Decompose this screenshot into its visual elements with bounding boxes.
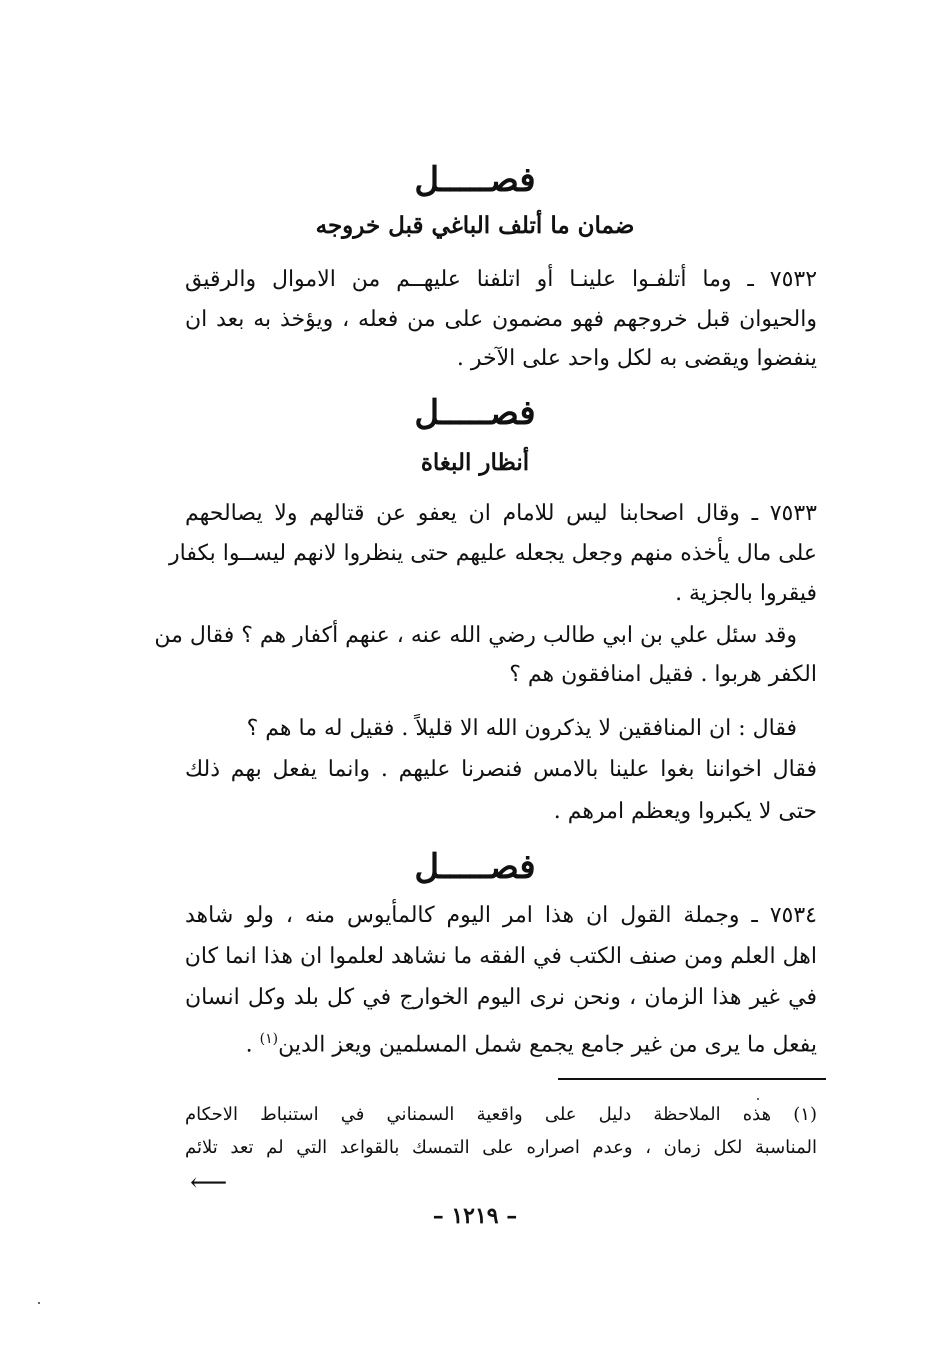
paragraph-7532-line-1: ٧٥٣٢ ـ وما أتلفـوا علينـا أو اتلفنا عليهــم من الاموال والرقيق	[185, 267, 818, 292]
footnote-marker: (١)	[259, 1031, 279, 1047]
paragraph-7534-line-1: ٧٥٣٤ ـ وجملة القول ان هذا امر اليوم كالمأيوس منه ، ولو شاهد	[185, 903, 817, 928]
section-heading-2: فصـــــل	[414, 393, 536, 433]
paragraph-7534-line-4	[185, 1023, 817, 1061]
paragraph-7533-line-3: فيقروا بالجزية .	[675, 581, 817, 606]
scan-speck	[38, 1302, 40, 1304]
paragraph-7534-end-period: .	[245, 1032, 253, 1058]
paragraph-7533-line-7: فقال اخواننا بغوا علينا بالامس فنصرنا عليهم . وانما يفعل بهم ذلك	[185, 757, 817, 782]
footnote-line-2: المناسبة لكل زمان ، وعدم اصراره على التمسك بالقواعد التي لم تعد تلائم	[185, 1137, 817, 1158]
paragraph-7534-line-2: اهل العلم ومن صنف الكتب في الفقه ما نشاهد لعلموا ان هذا انما كان	[184, 944, 817, 969]
section-subheading-1: ضمان ما أتلف الباغي قبل خروجه	[315, 212, 635, 239]
scan-speck	[757, 1098, 759, 1100]
paragraph-7533-line-1: ٧٥٣٣ ـ وقال اصحابنا ليس للامام ان يعفو عن قتالهم ولا يصالحهم	[185, 501, 817, 526]
footnote-line-1: (١) هذه الملاحظة دليل على واقعية السمناني في استنباط الاحكام	[185, 1104, 817, 1125]
paragraph-7533-line-6: فقال : ان المنافقين لا يذكرون الله الا قليلاً . فقيل له ما هم ؟	[246, 716, 797, 741]
paragraph-7533-line-5: الكفر هربوا . فقيل امنافقون هم ؟	[509, 662, 817, 687]
section-heading-3: فصـــــل	[414, 847, 536, 887]
section-subheading-2: أنظار البغاة	[420, 449, 530, 476]
paragraph-7533-line-4: وقد سئل علي بن ابي طالب رضي الله عنه ، عنهم أكفار هم ؟ فقال من	[154, 623, 797, 648]
paragraph-7532-line-2: والحيوان قبل خروجهم فهو مضمون على من فعله ، ويؤخذ به بعد ان	[185, 307, 817, 332]
section-heading-1: فصـــــل	[414, 160, 536, 200]
paragraph-7534-line-3: في غير هذا الزمان ، ونحن نرى اليوم الخوارج في كل بلد وكل انسان	[185, 985, 817, 1010]
paragraph-7532-line-3: ينفضوا ويقضى به لكل واحد على الآخر .	[456, 346, 817, 371]
paragraph-7533-line-8: حتى لا يكبروا ويعظم امرهم .	[553, 799, 817, 824]
paragraph-7534-line-4-text: يفعل ما يرى من غير جامع يجمع شمل المسلمين ويعز الدين	[278, 1032, 817, 1058]
continuation-arrow-icon: ⟵	[190, 1168, 228, 1198]
footnote-separator	[558, 1078, 826, 1080]
paragraph-7533-line-2: على مال يأخذه منهم وجعل يجعله عليهم حتى ينظروا لانهم ليســوا بكفار	[169, 541, 817, 566]
page-number: – ١٢١٩ –	[432, 1203, 518, 1229]
